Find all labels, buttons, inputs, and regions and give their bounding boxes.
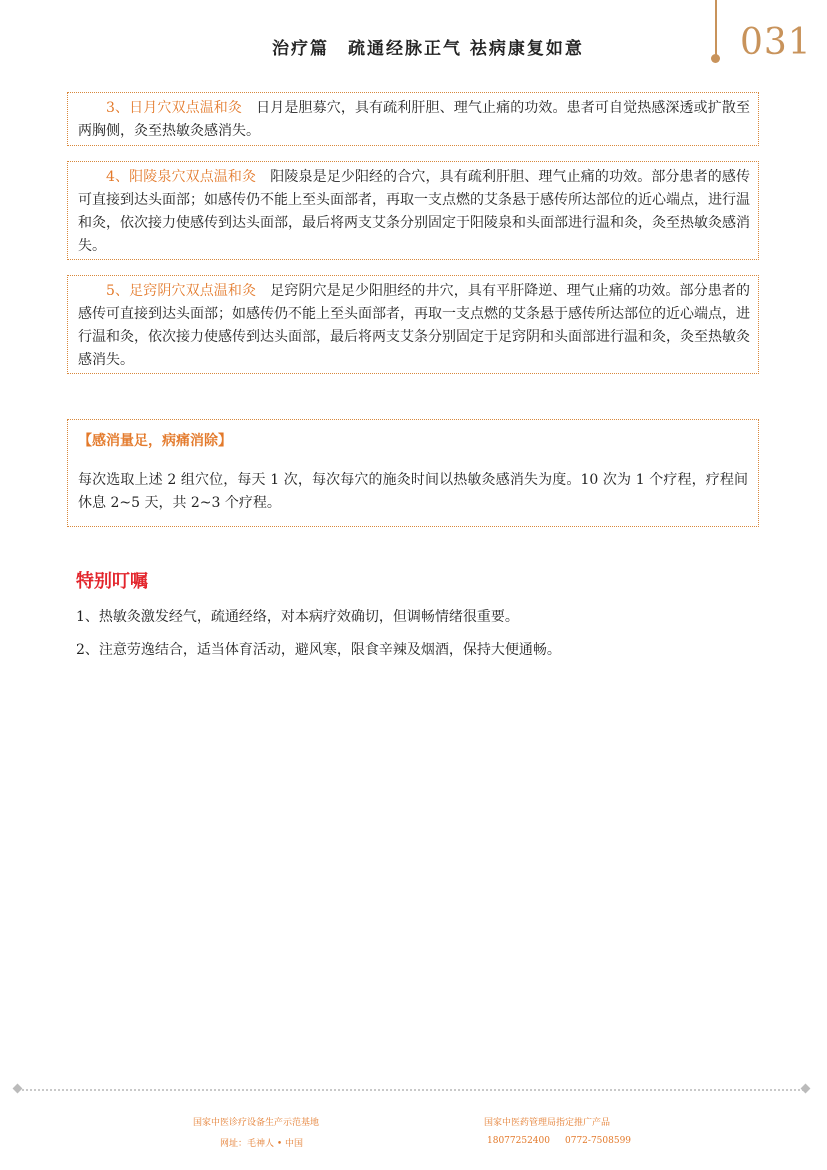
footer-phone1: 18077252400 (487, 1136, 550, 1146)
footer-diamond-right-icon (801, 1084, 811, 1094)
footer-product: 国家中医药管理局指定推广产品 (484, 1118, 611, 1128)
section-paragraph (78, 166, 750, 258)
footer-base: 国家中医诊疗设备生产示范基地 (193, 1118, 320, 1128)
section-paragraph (78, 280, 750, 372)
page-number: 031 (740, 22, 812, 63)
section-heading: 4、阳陵泉穴双点温和灸 (106, 169, 257, 185)
section-box-riyue (67, 92, 759, 146)
section-heading: 3、日月穴双点温和灸 (106, 100, 243, 116)
special-note-item: 1、热敏灸激发经气，疏通经络，对本病疗效确切，但调畅情绪很重要。 (76, 609, 519, 625)
section-body: 日月是胆募穴，具有疏利肝胆、理气止痛的功效。患者可自觉热感深透或扩散至两胸侧，灸至热敏灸感消失。 (78, 100, 750, 139)
footer-diamond-left-icon (13, 1084, 23, 1094)
section-box-zuqiaoyin (67, 275, 759, 374)
footer-phone2: 0772-7508599 (565, 1136, 632, 1146)
section-body: 阳陵泉是足少阳经的合穴，具有疏利肝胆、理气止痛的功效。部分患者的感传可直接到达头面部；如感传仍不能上至头面部者，再取一支点燃的艾条悬于感传所达部位的近心端点，进行温和灸，依次接力使感传到达头面部，最后将两支艾条分别固定于阳陵泉和头面部进行温和灸，灸至热敏灸感消失。 (78, 169, 750, 254)
section-paragraph (78, 97, 750, 143)
dosage-box (67, 419, 759, 527)
header-divider-dot (711, 54, 720, 63)
dosage-title: 【感消量足，病痛消除】 (78, 433, 232, 449)
header-title: 治疗篇 疏通经脉正气 祛病康复如意 (272, 39, 584, 59)
special-note-item: 2、注意劳逸结合，适当体育活动，避风寒，限食辛辣及烟酒，保持大便通畅。 (76, 642, 561, 658)
footer-rule (18, 1089, 808, 1091)
special-notes-title: 特别叮嘱 (76, 571, 148, 592)
dosage-body: 每次选取上述 2 组穴位，每天 1 次，每次每穴的施灸时间以热敏灸感消失为度。10 次为 1 个疗程，疗程间休息 2~5 天，共 2~3 个疗程。 (78, 472, 748, 511)
footer-website: 网址：毛神人 • 中国 (220, 1139, 304, 1149)
section-box-yanglingquan (67, 161, 759, 260)
section-heading: 5、足窍阴穴双点温和灸 (106, 283, 257, 299)
header-divider-line (715, 0, 717, 58)
section-body: 足窍阴穴是足少阳胆经的井穴，具有平肝降逆、理气止痛的功效。部分患者的感传可直接到达头面部；如感传仍不能上至头面部者，再取一支点燃的艾条悬于感传所达部位的近心端点，进行温和灸，依次接力使感传到达头面部，最后将两支艾条分别固定于足窍阴和头面部进行温和灸，灸至热敏灸感消失。 (78, 283, 750, 368)
